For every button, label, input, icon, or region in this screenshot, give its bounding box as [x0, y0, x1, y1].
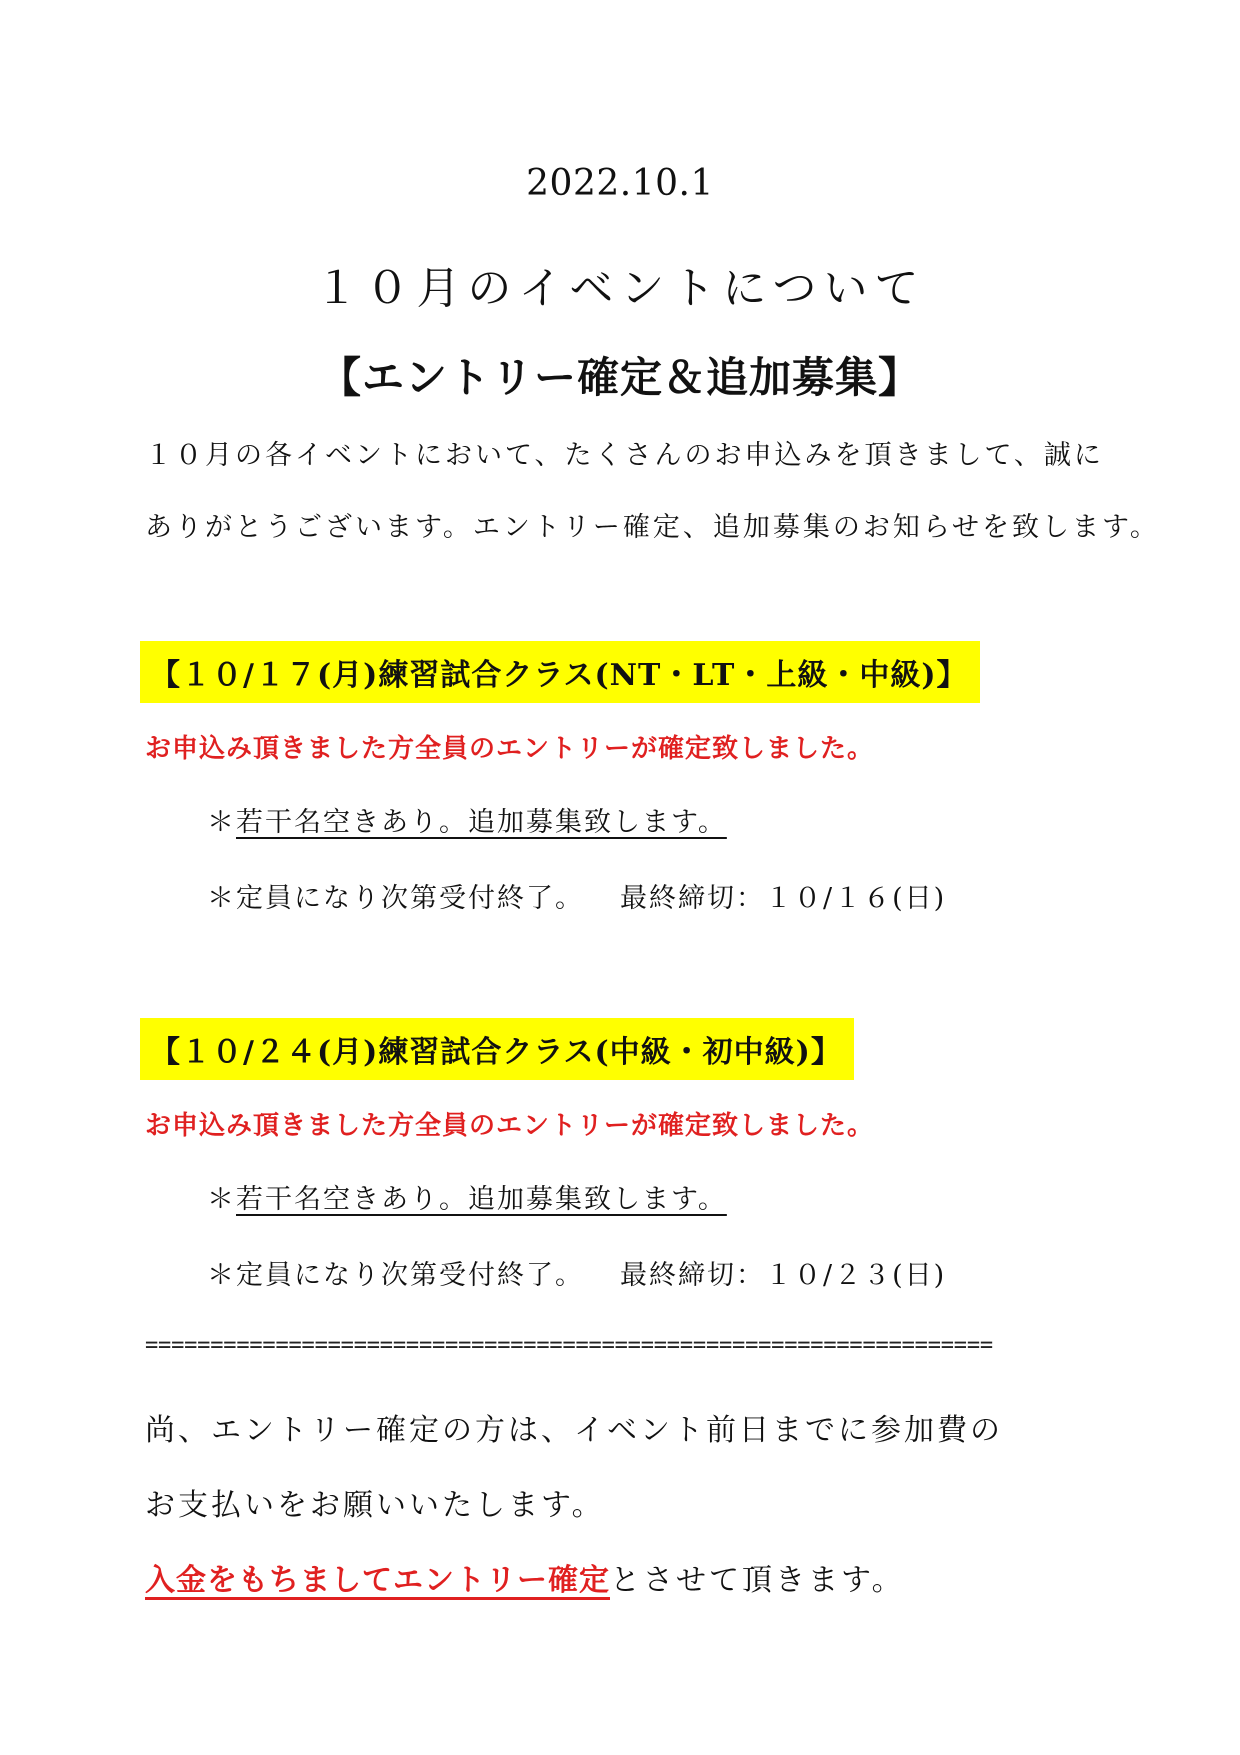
section-note-deadline-oct17: [207, 876, 946, 915]
closing-line-2: お支払いをお願いいたします。: [145, 1488, 605, 1523]
section-confirmation-oct17: お申込み頂きました方全員のエントリーが確定致しました。: [145, 734, 875, 764]
note-capacity-text: ＊定員になり次第受付終了。: [207, 1260, 584, 1291]
note-deadline-text: 最終締切：１０/１６(日): [620, 883, 947, 914]
section-confirmation-oct24: お申込み頂きました方全員のエントリーが確定致しました。: [145, 1111, 875, 1141]
section-note-availability-oct17: [207, 800, 727, 839]
note-availability-text: 若干名空きあり。追加募集致します。: [236, 1184, 727, 1215]
intro-line-2: ありがとうございます。エントリー確定、追加募集のお知らせを致します。: [145, 512, 1160, 543]
divider-line: =================================================================: [145, 1333, 993, 1358]
section-heading-oct17: 【１０/１７(月)練習試合クラス(NT・LT・上級・中級)】: [140, 641, 980, 703]
page-title: １０月のイベントについて: [314, 263, 926, 314]
note-asterisk: ＊: [207, 807, 236, 838]
closing-line-3-rest: とさせて頂きます。: [610, 1563, 905, 1598]
section-note-deadline-oct24: [207, 1253, 946, 1292]
notice-date: 2022.10.1: [526, 163, 714, 204]
note-capacity-text: ＊定員になり次第受付終了。: [207, 883, 584, 914]
note-deadline-text: 最終締切：１０/２３(日): [620, 1260, 947, 1291]
note-asterisk: ＊: [207, 1184, 236, 1215]
note-availability-text: 若干名空きあり。追加募集致します。: [236, 807, 727, 838]
intro-line-1: １０月の各イベントにおいて、たくさんのお申込みを頂きまして、誠に: [145, 440, 1104, 471]
section-note-availability-oct24: [207, 1177, 727, 1216]
page-subtitle: 【エントリー確定＆追加募集】: [318, 353, 921, 402]
closing-line-1: 尚、エントリー確定の方は、イベント前日までに参加費の: [145, 1413, 1003, 1448]
section-heading-oct24: 【１０/２４(月)練習試合クラス(中級・初中級)】: [140, 1018, 854, 1080]
payment-confirmation-highlight: 入金をもちましてエントリー確定: [145, 1563, 610, 1598]
closing-line-3: [145, 1555, 905, 1599]
